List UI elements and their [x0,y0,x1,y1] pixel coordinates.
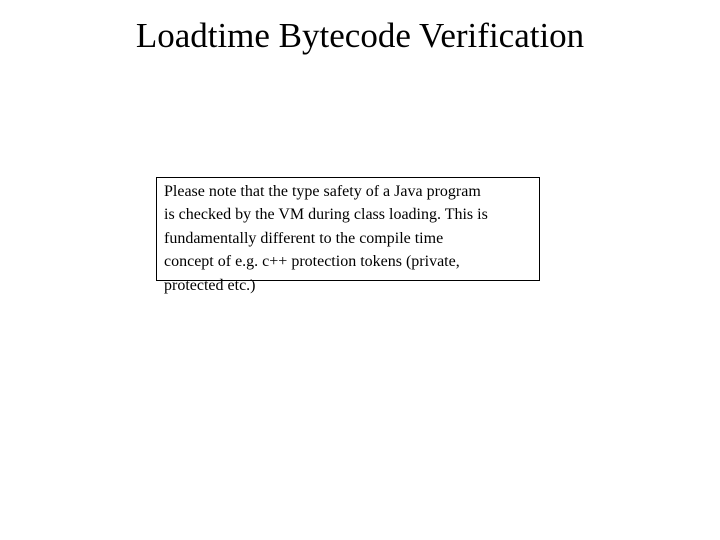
note-line: fundamentally different to the compile time [164,229,444,247]
slide-title: Loadtime Bytecode Verification [135,16,585,55]
note-line: protected etc.) [164,276,256,294]
note-line: concept of e.g. c++ protection tokens (private, [164,253,460,271]
note-box [156,177,540,294]
note-line: is checked by the VM during class loading. This is [164,206,488,224]
note-line: Please note that the type safety of a Java program [164,183,481,200]
